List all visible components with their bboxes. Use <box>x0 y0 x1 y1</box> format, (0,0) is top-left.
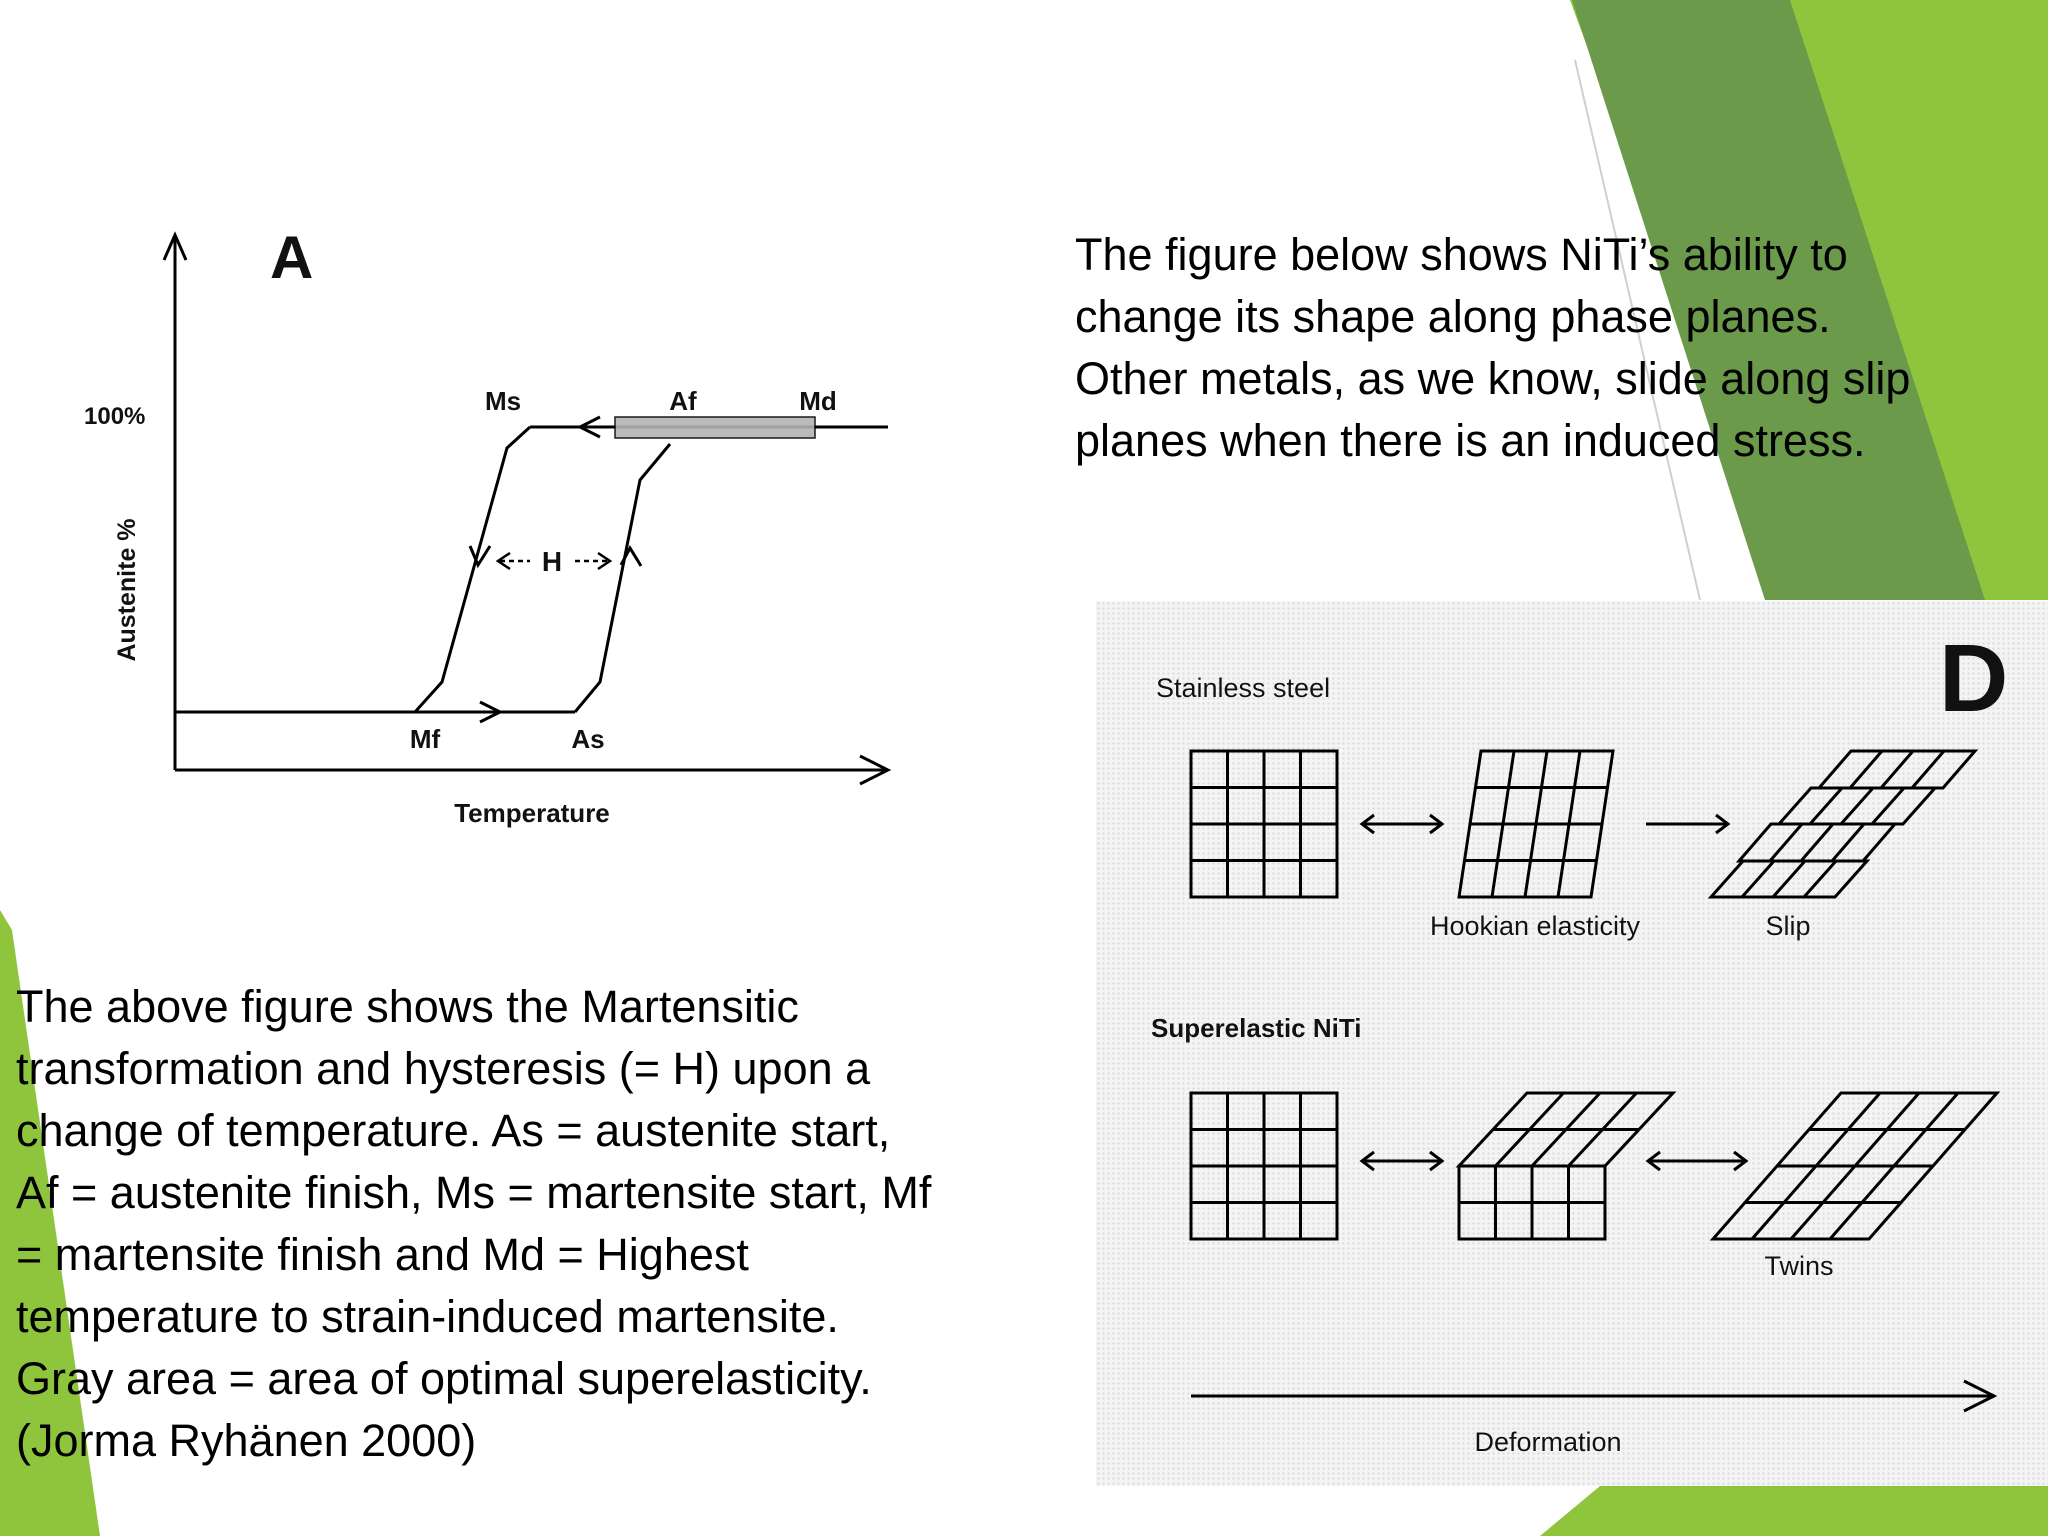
x-axis-label: Temperature <box>454 798 610 828</box>
superelasticity-gray-area <box>615 417 815 438</box>
row1-forward-arrow <box>1646 815 1728 833</box>
bottom-paragraph <box>16 976 931 1472</box>
figure-d-panel <box>1096 601 2048 1486</box>
top-paragraph-line: The figure below shows NiTi’s ability to <box>1075 229 1848 280</box>
label-as: As <box>571 724 605 754</box>
slip-label: Slip <box>1765 911 1811 941</box>
bottom-paragraph-line: The above figure shows the Martensitic <box>16 981 799 1032</box>
label-mf: Mf <box>409 724 441 754</box>
bottom-paragraph-line: temperature to strain-induced martensite. <box>16 1291 839 1342</box>
stainless-steel-title: Stainless steel <box>1156 673 1331 703</box>
top-paragraph <box>1075 224 1910 472</box>
label-md: Md <box>799 386 837 416</box>
hookian-elasticity-label: Hookian elasticity <box>1429 911 1641 941</box>
panel-letter-a: A <box>270 224 314 291</box>
bottom-paragraph-line: Af = austenite finish, Ms = martensite start, Mf <box>16 1167 932 1218</box>
panel-letter-d: D <box>1939 625 2009 732</box>
row2-double-arrow-2 <box>1648 1152 1746 1170</box>
hookian-sheared-grid <box>1459 751 1613 897</box>
bottom-paragraph-line: transformation and hysteresis (= H) upon a <box>16 1043 871 1094</box>
twins-label: Twins <box>1764 1251 1834 1281</box>
twins-lattice <box>1713 1093 1997 1239</box>
bottom-paragraph-line: = martensite finish and Md = Highest <box>16 1229 749 1280</box>
top-paragraph-line: Other metals, as we know, slide along slip <box>1075 353 1911 404</box>
label-af: Af <box>669 386 697 416</box>
y-tick-100-percent: 100% <box>84 403 146 430</box>
partial-twin-lattice <box>1459 1093 1673 1239</box>
top-paragraph-line: planes when there is an induced stress. <box>1075 415 1866 466</box>
top-paragraph-line: change its shape along phase planes. <box>1075 291 1831 342</box>
figure-a-hysteresis-diagram <box>80 220 920 860</box>
bottom-paragraph-line: (Jorma Ryhänen 2000) <box>16 1415 477 1466</box>
y-axis-label: Austenite % <box>113 518 141 662</box>
heating-curve <box>575 444 670 712</box>
label-h: H <box>541 546 563 577</box>
slip-layers <box>1711 751 1975 897</box>
row2-double-arrow-1 <box>1362 1152 1442 1170</box>
figure-d-lattice-diagram <box>1096 601 2048 1486</box>
bottom-paragraph-line: change of temperature. As = austenite start, <box>16 1105 891 1156</box>
bottom-paragraph-line: Gray area = area of optimal superelasticity. <box>16 1353 872 1404</box>
niti-square-grid <box>1191 1093 1337 1239</box>
row1-double-arrow <box>1362 815 1442 833</box>
stainless-square-grid <box>1191 751 1337 897</box>
bottom-right-green-shape <box>1540 1486 2048 1536</box>
superelastic-niti-title: Superelastic NiTi <box>1151 1013 1362 1043</box>
cooling-curve <box>415 427 530 712</box>
deformation-label: Deformation <box>1474 1427 1622 1457</box>
deformation-arrow <box>1191 1381 1994 1411</box>
label-ms: Ms <box>484 386 522 416</box>
